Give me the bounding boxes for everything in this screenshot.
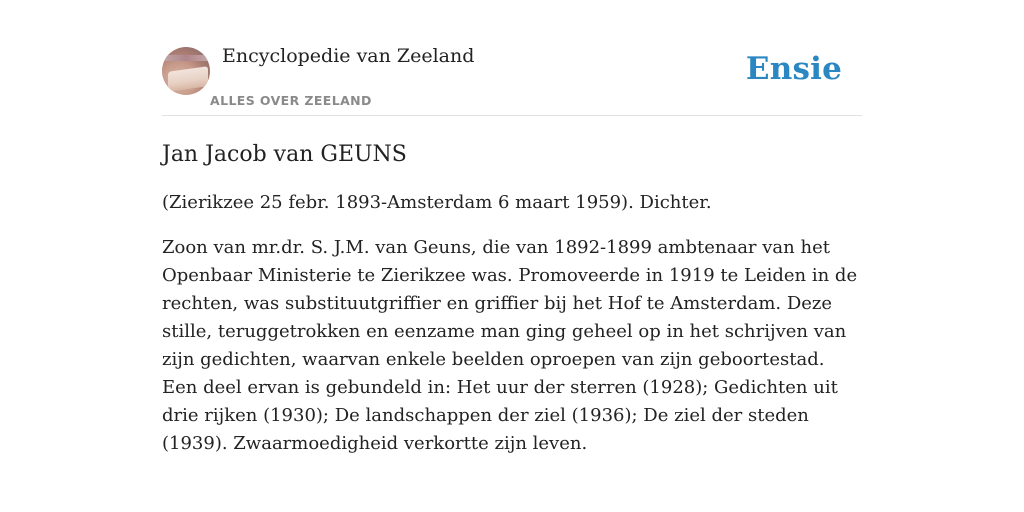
article-title: Jan Jacob van GEUNS (162, 142, 407, 167)
site-title[interactable]: Encyclopedie van Zeeland (222, 45, 475, 67)
article (162, 138, 862, 458)
book-pages-icon[interactable] (162, 47, 210, 95)
site-header (162, 45, 862, 116)
article-intro: (Zierikzee 25 febr. 1893-Amsterdam 6 maart 1959). Dichter. (162, 192, 712, 213)
avatar-page (168, 66, 208, 92)
avatar-band (162, 55, 210, 61)
site-subtitle: ALLES OVER ZEELAND (210, 93, 372, 108)
article-body: Zoon van mr.dr. S. J.M. van Geuns, die van 1892-1899 ambtenaar van het Openbaar Ministerie te Zierikzee was. Promoveerde in 1919 te Leiden in de rechten, was substituutgriffier en griffier bij het Hof te Amsterdam. Deze stille, teruggetrokken en eenzame man ging geheel op in het schrijven van zijn gedichten, waarvan enkele beelden oproepen van zijn geboortestad. Een deel ervan is gebundeld in: Het uur der sterren (1928); Gedichten uit drie rijken (1930); De landschappen der ziel (1936); De ziel der steden (1939). Zwaarmoedigheid verkortte zijn leven. (162, 237, 858, 454)
brand-logo-link[interactable]: Ensie (745, 51, 842, 87)
